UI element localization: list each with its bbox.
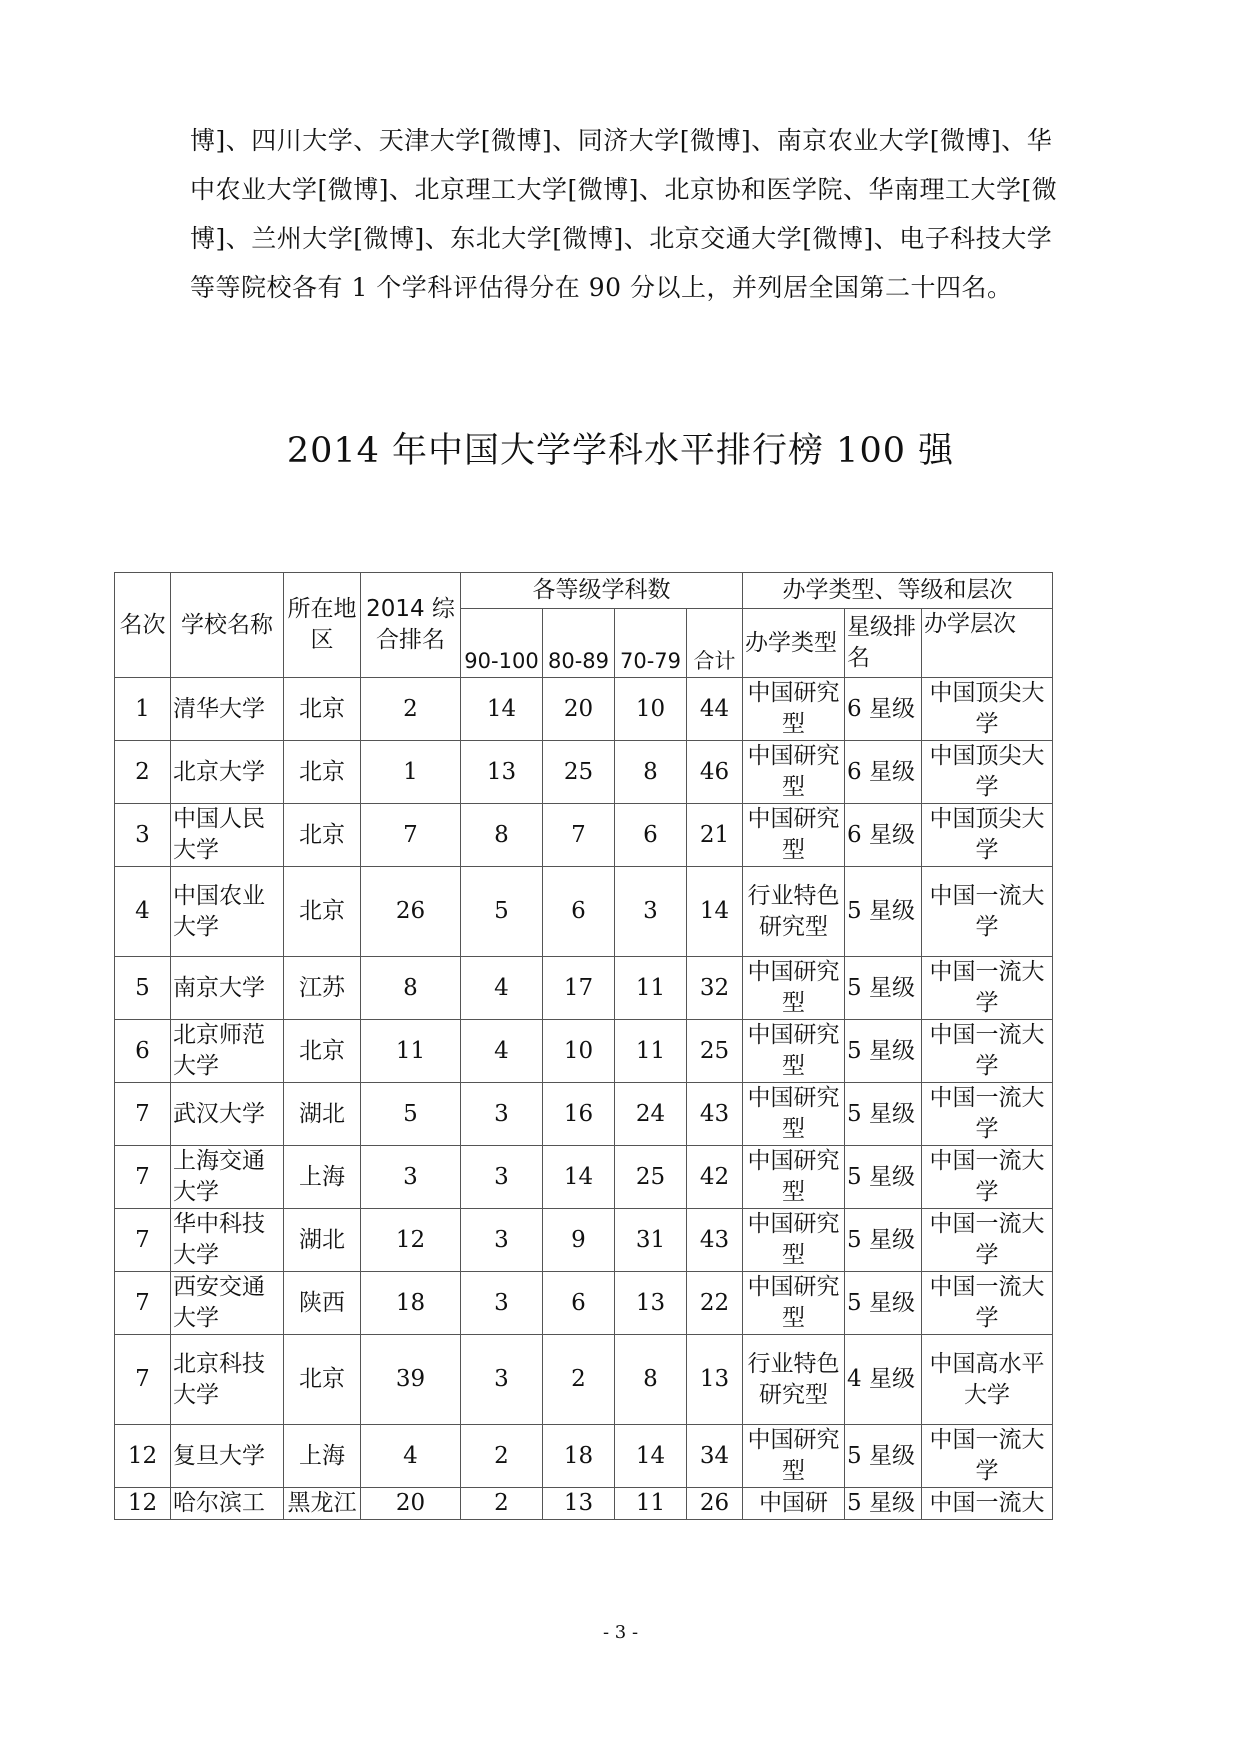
school-type-cell: 中国研究型: [743, 1272, 845, 1335]
intro-line: 中农业大学[微博]、北京理工大学[微博]、北京协和医学院、华南理工大学[微: [190, 175, 1058, 204]
ranking-table: [114, 572, 1053, 1520]
grade-80-89-cell: 9: [543, 1209, 615, 1272]
school-type-cell: 中国研究型: [743, 1425, 845, 1488]
header-level: 办学层次: [922, 609, 1053, 678]
grade-80-89-cell: 14: [543, 1146, 615, 1209]
total-cell: 42: [687, 1146, 743, 1209]
region-cell: 上海: [284, 1425, 361, 1488]
rank-cell: 1: [115, 678, 171, 741]
grade-70-79-cell: 25: [615, 1146, 687, 1209]
header-total: 合计: [687, 609, 743, 678]
school-level-cell: 中国一流大学: [922, 1146, 1053, 1209]
region-cell: 北京: [284, 1020, 361, 1083]
school-level-cell: 中国顶尖大学: [922, 678, 1053, 741]
total-cell: 26: [687, 1488, 743, 1520]
total-cell: 14: [687, 867, 743, 957]
grade-80-89-cell: 6: [543, 1272, 615, 1335]
school-level-cell: 中国顶尖大学: [922, 804, 1053, 867]
grade-80-89-cell: 2: [543, 1335, 615, 1425]
grade-80-89-cell: 7: [543, 804, 615, 867]
star-rank-cell: 5 星级: [845, 1209, 922, 1272]
grade-70-79-cell: 8: [615, 1335, 687, 1425]
grade-70-79-cell: 3: [615, 867, 687, 957]
intro-paragraph: [190, 116, 1060, 312]
overall-rank-cell: 11: [361, 1020, 461, 1083]
school-cell: 南京大学: [171, 957, 284, 1020]
grade-90-100-cell: 4: [461, 957, 543, 1020]
grade-70-79-cell: 11: [615, 1020, 687, 1083]
region-cell: 北京: [284, 741, 361, 804]
star-rank-cell: 5 星级: [845, 1020, 922, 1083]
intro-line: 等等院校各有 1 个学科评估得分在 90 分以上，并列居全国第二十四名。: [190, 273, 1013, 302]
rank-cell: 12: [115, 1425, 171, 1488]
overall-rank-cell: 12: [361, 1209, 461, 1272]
school-type-cell: 中国研究型: [743, 1146, 845, 1209]
grade-90-100-cell: 3: [461, 1083, 543, 1146]
rank-cell: 7: [115, 1146, 171, 1209]
overall-rank-cell: 7: [361, 804, 461, 867]
table-row: [115, 678, 1053, 741]
grade-90-100-cell: 3: [461, 1146, 543, 1209]
grade-80-89-cell: 6: [543, 867, 615, 957]
grade-90-100-cell: 5: [461, 867, 543, 957]
grade-80-89-cell: 20: [543, 678, 615, 741]
star-rank-cell: 4 星级: [845, 1335, 922, 1425]
rank-cell: 7: [115, 1083, 171, 1146]
grade-70-79-cell: 13: [615, 1272, 687, 1335]
header-overall-rank: 2014 综合排名: [361, 573, 461, 678]
overall-rank-cell: 39: [361, 1335, 461, 1425]
header-rank: 名次: [115, 573, 171, 678]
overall-rank-cell: 8: [361, 957, 461, 1020]
grade-90-100-cell: 2: [461, 1425, 543, 1488]
school-cell: 北京师范大学: [171, 1020, 284, 1083]
total-cell: 21: [687, 804, 743, 867]
total-cell: 43: [687, 1209, 743, 1272]
header-star: 星级排名: [845, 609, 922, 678]
overall-rank-cell: 5: [361, 1083, 461, 1146]
school-type-cell: 中国研究型: [743, 804, 845, 867]
school-type-cell: 中国研究型: [743, 1020, 845, 1083]
overall-rank-cell: 4: [361, 1425, 461, 1488]
overall-rank-cell: 1: [361, 741, 461, 804]
school-type-cell: 中国研究型: [743, 1209, 845, 1272]
school-level-cell: 中国一流大学: [922, 957, 1053, 1020]
table-row: [115, 1146, 1053, 1209]
total-cell: 43: [687, 1083, 743, 1146]
total-cell: 44: [687, 678, 743, 741]
school-cell: 上海交通大学: [171, 1146, 284, 1209]
rank-cell: 7: [115, 1272, 171, 1335]
school-cell: 中国农业大学: [171, 867, 284, 957]
page-number: - 3 -: [602, 1622, 639, 1643]
overall-rank-cell: 26: [361, 867, 461, 957]
grade-90-100-cell: 3: [461, 1272, 543, 1335]
school-cell: 华中科技大学: [171, 1209, 284, 1272]
region-cell: 北京: [284, 804, 361, 867]
total-cell: 32: [687, 957, 743, 1020]
overall-rank-cell: 20: [361, 1488, 461, 1520]
region-cell: 湖北: [284, 1083, 361, 1146]
school-level-cell: 中国一流大学: [922, 1020, 1053, 1083]
rank-cell: 4: [115, 867, 171, 957]
total-cell: 13: [687, 1335, 743, 1425]
table-row: [115, 1272, 1053, 1335]
rank-cell: 7: [115, 1209, 171, 1272]
header-type: 办学类型: [743, 609, 845, 678]
total-cell: 34: [687, 1425, 743, 1488]
intro-line: 博]、兰州大学[微博]、东北大学[微博]、北京交通大学[微博]、电子科技大学: [190, 224, 1053, 253]
header-grade-80-89: 80-89: [543, 609, 615, 678]
grade-90-100-cell: 13: [461, 741, 543, 804]
school-cell: 西安交通大学: [171, 1272, 284, 1335]
school-type-cell: 行业特色研究型: [743, 867, 845, 957]
rank-cell: 5: [115, 957, 171, 1020]
grade-70-79-cell: 31: [615, 1209, 687, 1272]
header-grade-90-100: 90-100: [461, 609, 543, 678]
grade-90-100-cell: 4: [461, 1020, 543, 1083]
school-level-cell: 中国一流大学: [922, 1209, 1053, 1272]
school-level-cell: 中国一流大学: [922, 1425, 1053, 1488]
grade-90-100-cell: 2: [461, 1488, 543, 1520]
school-cell: 清华大学: [171, 678, 284, 741]
grade-90-100-cell: 14: [461, 678, 543, 741]
star-rank-cell: 5 星级: [845, 1083, 922, 1146]
total-cell: 46: [687, 741, 743, 804]
school-cell: 武汉大学: [171, 1083, 284, 1146]
rank-cell: 2: [115, 741, 171, 804]
table-row: [115, 804, 1053, 867]
table-row: [115, 1020, 1053, 1083]
table-row: [115, 957, 1053, 1020]
grade-70-79-cell: 6: [615, 804, 687, 867]
school-type-cell: 中国研究型: [743, 678, 845, 741]
school-cell: 北京科技大学: [171, 1335, 284, 1425]
grade-80-89-cell: 25: [543, 741, 615, 804]
grade-80-89-cell: 16: [543, 1083, 615, 1146]
rank-cell: 3: [115, 804, 171, 867]
star-rank-cell: 6 星级: [845, 678, 922, 741]
header-grade-group: 各等级学科数: [461, 573, 743, 609]
school-level-cell: 中国一流大学: [922, 1272, 1053, 1335]
region-cell: 北京: [284, 1335, 361, 1425]
region-cell: 湖北: [284, 1209, 361, 1272]
intro-line: 博]、四川大学、天津大学[微博]、同济大学[微博]、南京农业大学[微博]、华: [190, 126, 1053, 155]
star-rank-cell: 5 星级: [845, 1146, 922, 1209]
overall-rank-cell: 2: [361, 678, 461, 741]
star-rank-cell: 5 星级: [845, 957, 922, 1020]
total-cell: 25: [687, 1020, 743, 1083]
grade-90-100-cell: 8: [461, 804, 543, 867]
school-cell: 哈尔滨工: [171, 1488, 284, 1520]
header-grade-70-79: 70-79: [615, 609, 687, 678]
school-cell: 复旦大学: [171, 1425, 284, 1488]
table-row: [115, 1488, 1053, 1520]
total-cell: 22: [687, 1272, 743, 1335]
rank-cell: 6: [115, 1020, 171, 1083]
header-school: 学校名称: [171, 573, 284, 678]
grade-70-79-cell: 11: [615, 1488, 687, 1520]
school-type-cell: 中国研究型: [743, 741, 845, 804]
star-rank-cell: 5 星级: [845, 1425, 922, 1488]
star-rank-cell: 5 星级: [845, 1272, 922, 1335]
table-row: [115, 1425, 1053, 1488]
ranking-title: 2014 年中国大学学科水平排行榜 100 强: [286, 431, 955, 471]
grade-80-89-cell: 17: [543, 957, 615, 1020]
grade-80-89-cell: 10: [543, 1020, 615, 1083]
grade-80-89-cell: 13: [543, 1488, 615, 1520]
overall-rank-cell: 3: [361, 1146, 461, 1209]
star-rank-cell: 5 星级: [845, 1488, 922, 1520]
table-row: [115, 1083, 1053, 1146]
school-level-cell: 中国高水平大学: [922, 1335, 1053, 1425]
school-level-cell: 中国一流大: [922, 1488, 1053, 1520]
school-level-cell: 中国顶尖大学: [922, 741, 1053, 804]
grade-70-79-cell: 14: [615, 1425, 687, 1488]
grade-80-89-cell: 18: [543, 1425, 615, 1488]
table-row: [115, 867, 1053, 957]
grade-90-100-cell: 3: [461, 1335, 543, 1425]
school-type-cell: 中国研究型: [743, 1083, 845, 1146]
table-header: [115, 573, 1053, 678]
region-cell: 江苏: [284, 957, 361, 1020]
region-cell: 黑龙江: [284, 1488, 361, 1520]
header-type-group: 办学类型、等级和层次: [743, 573, 1053, 609]
school-level-cell: 中国一流大学: [922, 867, 1053, 957]
school-cell: 中国人民大学: [171, 804, 284, 867]
school-cell: 北京大学: [171, 741, 284, 804]
star-rank-cell: 6 星级: [845, 741, 922, 804]
header-region: 所在地区: [284, 573, 361, 678]
school-level-cell: 中国一流大学: [922, 1083, 1053, 1146]
region-cell: 陕西: [284, 1272, 361, 1335]
grade-70-79-cell: 8: [615, 741, 687, 804]
table-body: [115, 678, 1053, 1520]
grade-70-79-cell: 24: [615, 1083, 687, 1146]
grade-70-79-cell: 11: [615, 957, 687, 1020]
table-row: [115, 741, 1053, 804]
table-row: [115, 1335, 1053, 1425]
region-cell: 上海: [284, 1146, 361, 1209]
rank-cell: 7: [115, 1335, 171, 1425]
school-type-cell: 中国研究型: [743, 957, 845, 1020]
star-rank-cell: 6 星级: [845, 804, 922, 867]
overall-rank-cell: 18: [361, 1272, 461, 1335]
grade-90-100-cell: 3: [461, 1209, 543, 1272]
region-cell: 北京: [284, 867, 361, 957]
rank-cell: 12: [115, 1488, 171, 1520]
star-rank-cell: 5 星级: [845, 867, 922, 957]
school-type-cell: 中国研: [743, 1488, 845, 1520]
region-cell: 北京: [284, 678, 361, 741]
table-row: [115, 1209, 1053, 1272]
school-type-cell: 行业特色研究型: [743, 1335, 845, 1425]
grade-70-79-cell: 10: [615, 678, 687, 741]
